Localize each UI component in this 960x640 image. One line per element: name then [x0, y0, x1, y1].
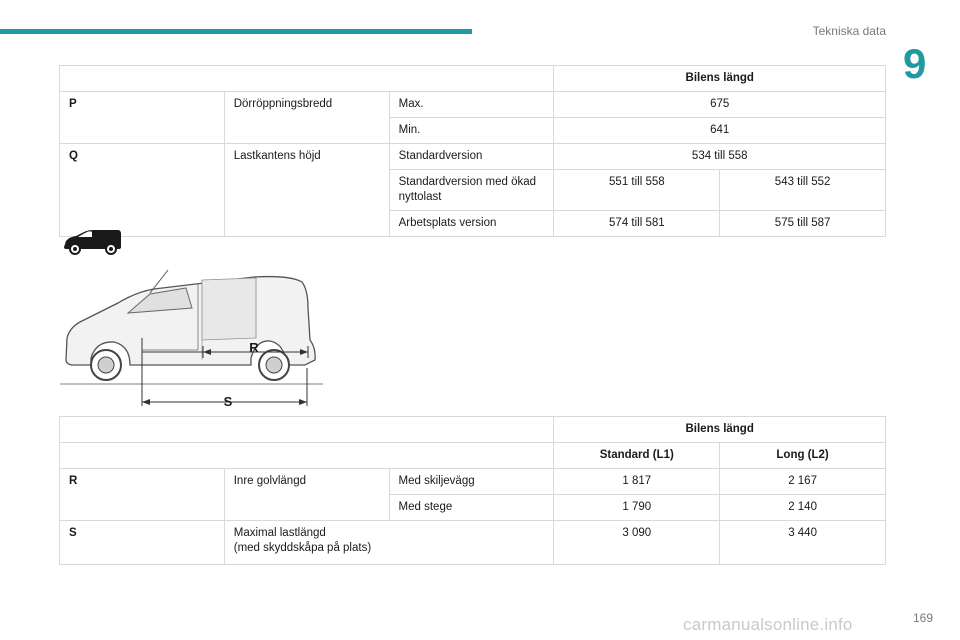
value-cell-l1: 3 090 — [554, 521, 720, 565]
table-header-row — [60, 417, 886, 443]
dimension-label-line2: (med skyddskåpa på plats) — [233, 542, 372, 554]
dimension-code: P — [60, 92, 225, 144]
dimension-code: Q — [60, 144, 225, 237]
table-row — [60, 144, 886, 170]
dimension-label — [224, 521, 554, 565]
value-cell: 675 — [554, 92, 886, 118]
dimension-label-s: S — [223, 394, 233, 408]
value-cell-l1: 574 till 581 — [554, 211, 720, 237]
value-cell: 641 — [554, 118, 886, 144]
table-header-row — [60, 443, 886, 469]
variant-name: Arbetsplats version — [389, 211, 554, 237]
value-cell-l1: 1 817 — [554, 469, 720, 495]
table-header-row — [60, 66, 886, 92]
value-cell: 534 till 558 — [554, 144, 886, 170]
section-title: Tekniska data — [812, 24, 886, 38]
dimension-label-line1: Maximal lastlängd — [233, 527, 326, 539]
vehicle-length-header: Bilens längd — [554, 417, 886, 443]
watermark: carmanualsonline.info — [683, 615, 853, 634]
variant-name: Med stege — [389, 495, 554, 521]
value-cell-l1: 551 till 558 — [554, 170, 720, 211]
variant-name: Standardversion — [389, 144, 554, 170]
dimension-code: R — [60, 469, 225, 521]
variant-name: Standardversion med ökad nyttolast — [389, 170, 554, 211]
chapter-number: 9 — [903, 40, 927, 87]
page-number: 169 — [913, 611, 934, 625]
variant-name: Med skiljevägg — [389, 469, 554, 495]
variant-name: Min. — [389, 118, 554, 144]
dimension-label: Dörröppningsbredd — [224, 92, 389, 144]
value-cell-l2: 575 till 587 — [720, 211, 886, 237]
long-l2-header: Long (L2) — [720, 443, 886, 469]
van-icon — [62, 228, 124, 256]
dimension-label: Lastkantens höjd — [224, 144, 389, 237]
dimension-label: Inre golvlängd — [224, 469, 389, 521]
standard-l1-header: Standard (L1) — [554, 443, 720, 469]
value-cell-l2: 3 440 — [720, 521, 886, 565]
table-row — [60, 469, 886, 495]
cargo-length-dimensions-table — [59, 416, 886, 565]
van-side-view-diagram — [58, 268, 328, 408]
dimension-label-r: R — [249, 340, 259, 355]
value-cell-l1: 1 790 — [554, 495, 720, 521]
value-cell-l2: 2 167 — [720, 469, 886, 495]
variant-name: Max. — [389, 92, 554, 118]
header-accent-bar — [0, 29, 472, 34]
table-row — [60, 521, 886, 565]
table-row — [60, 92, 886, 118]
door-and-sill-dimensions-table — [59, 65, 886, 237]
value-cell-l2: 2 140 — [720, 495, 886, 521]
vehicle-length-header: Bilens längd — [554, 66, 886, 92]
value-cell-l2: 543 till 552 — [720, 170, 886, 211]
dimension-code: S — [60, 521, 225, 565]
